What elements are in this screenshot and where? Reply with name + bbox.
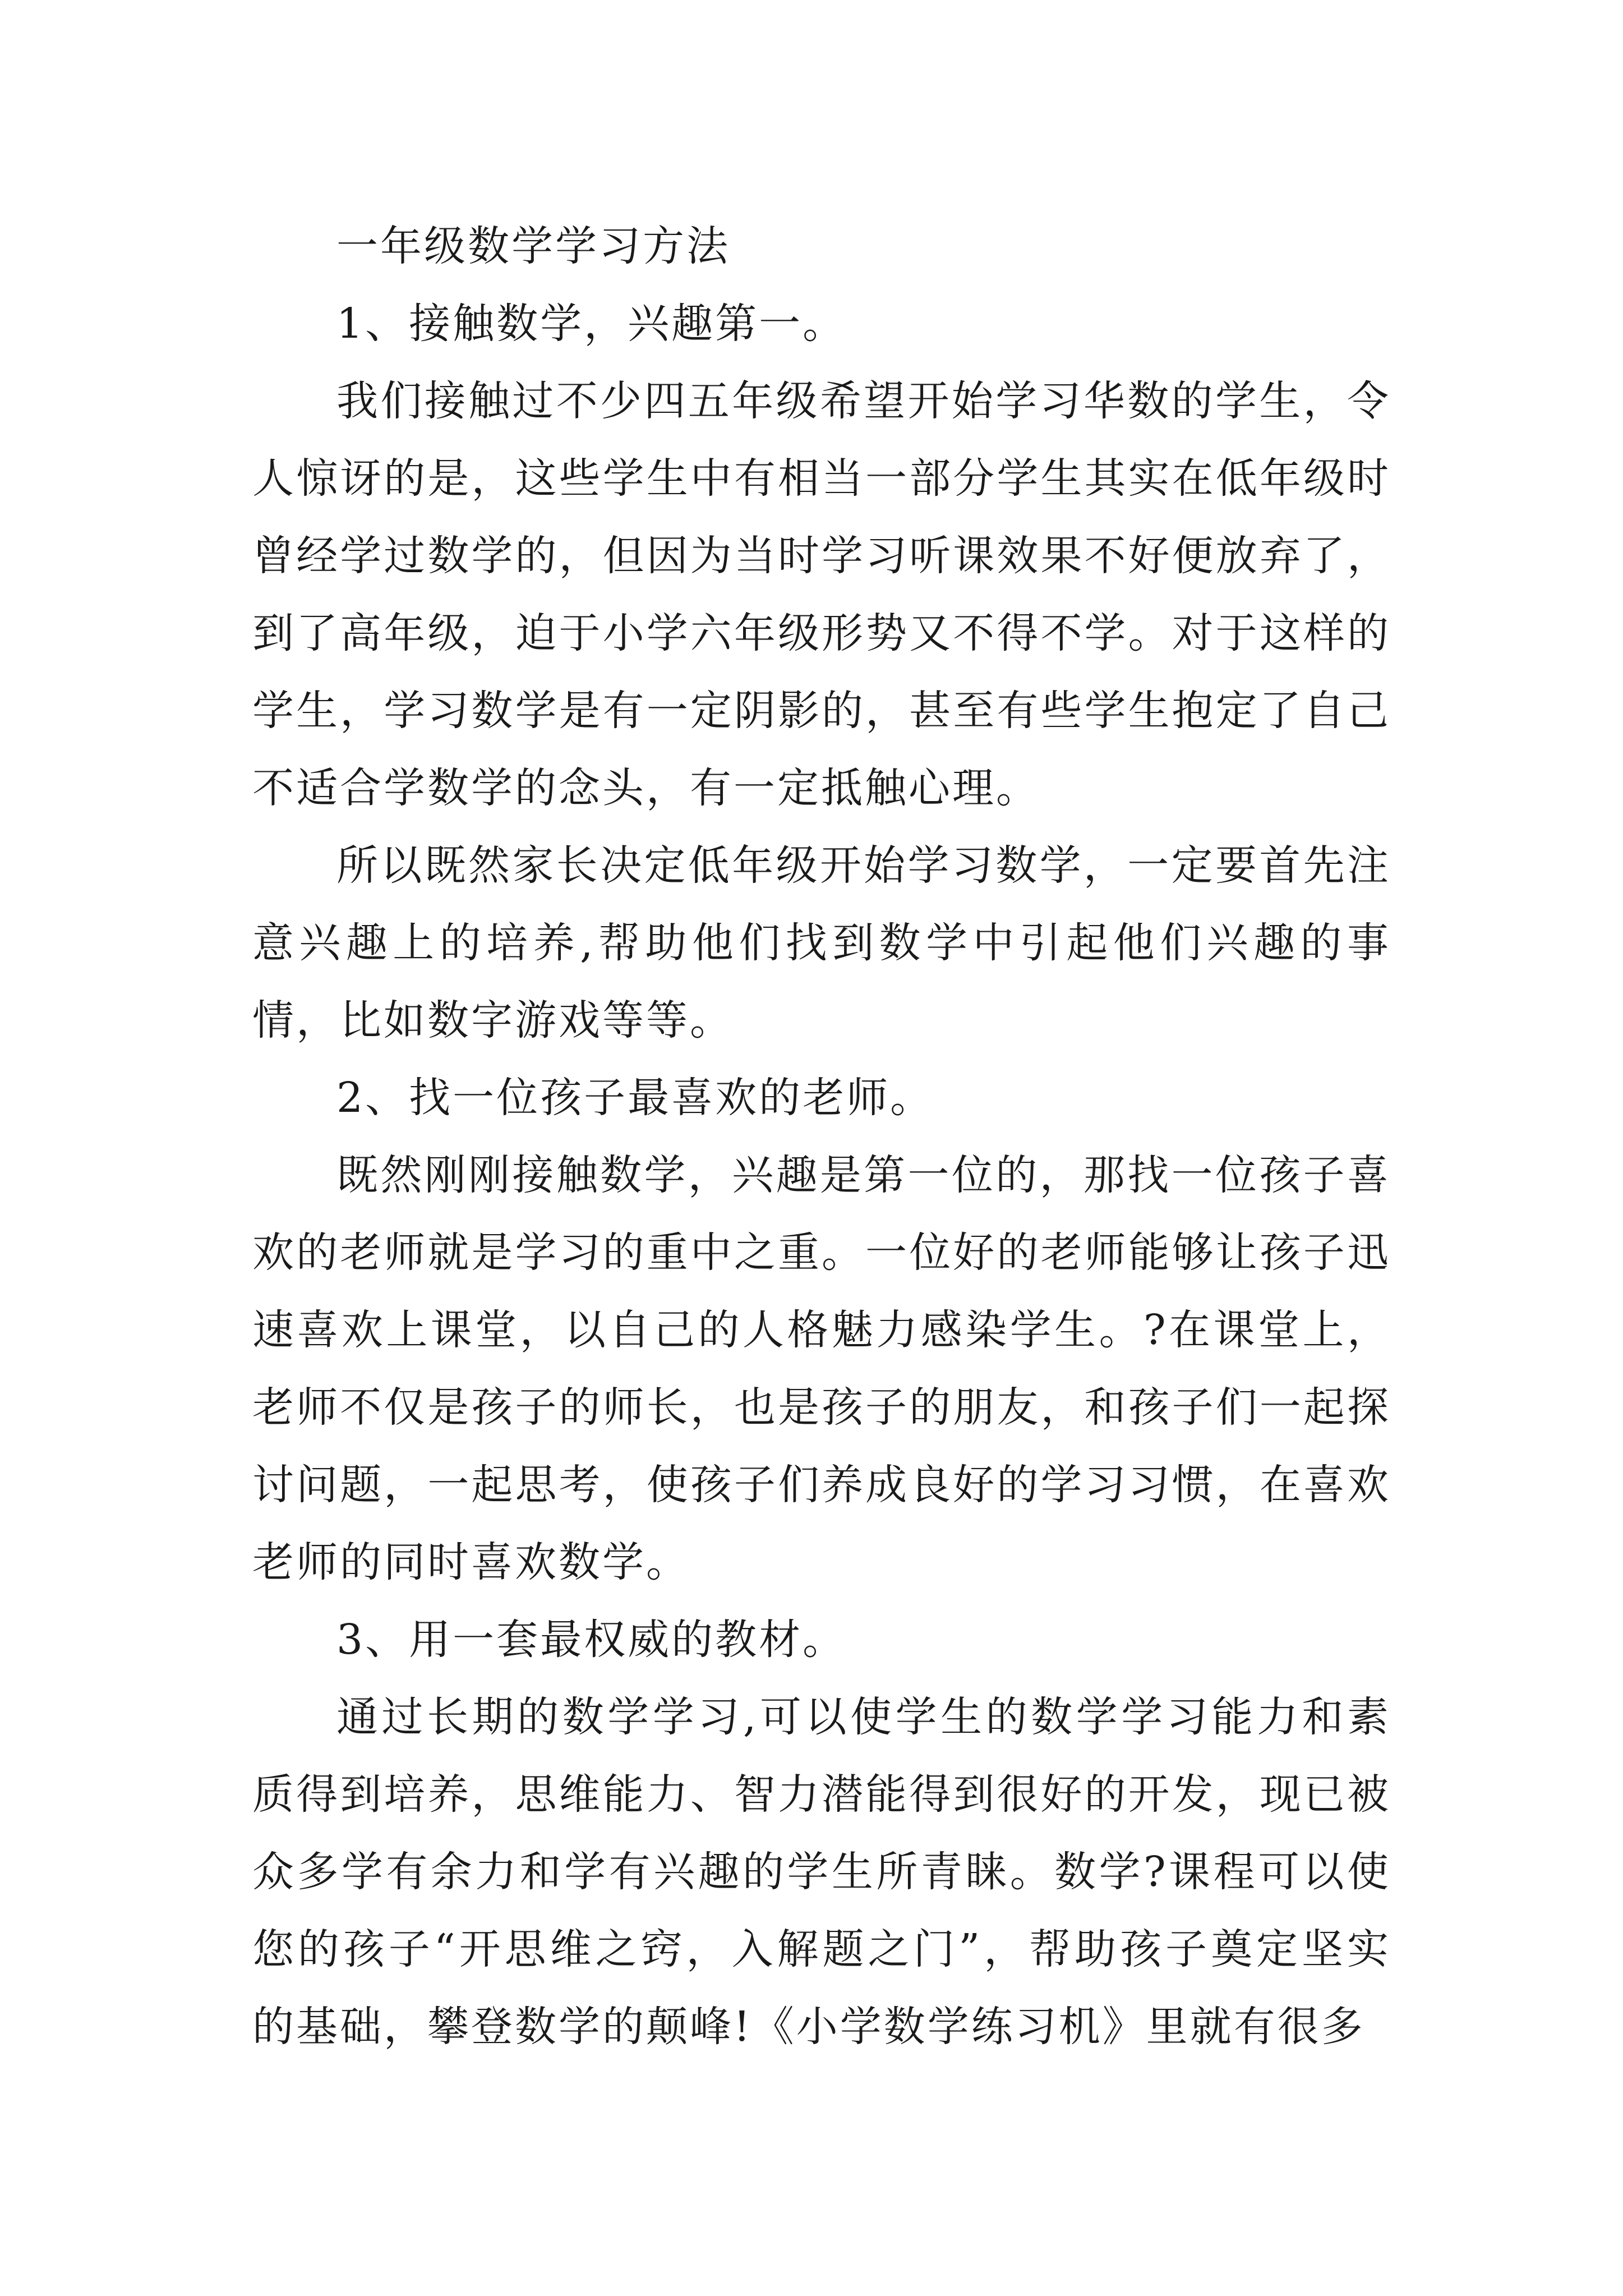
section-heading-3: 3、用一套最权威的教材。 — [336, 1616, 847, 1664]
paragraph: 所以既然家长决定低年级开始学习数学，一定要首先注意兴趣上的培养,帮助他们找到数学中引起他们兴趣的事情，比如数字游戏等等。 — [252, 841, 1391, 1045]
section-heading-1: 1、接触数学，兴趣第一。 — [336, 300, 847, 348]
document-body — [252, 208, 1391, 2065]
paragraph: 通过长期的数学学习,可以使学生的数学学习能力和素质得到培养，思维能力、智力潜能得到很好的开发，现已被众多学有余力和学有兴趣的学生所青睐。数学?课程可以使您的孩子“开思维之窍，入解题之门”，帮助孩子奠定坚实的基础，攀登数学的颠峰!《小学数学练习机》里就有很多 — [252, 1693, 1391, 2051]
paragraph: 我们接触过不少四五年级希望开始学习华数的学生，令人惊讶的是，这些学生中有相当一部分学生其实在低年级时曾经学过数学的，但因为当时学习听课效果不好便放弃了，到了高年级，迫于小学六年级形势又不得不学。对于这样的学生，学习数学是有一定阴影的，甚至有些学生抱定了自己不适合学数学的念头，有一定抵触心理。 — [252, 377, 1391, 812]
paragraph: 既然刚刚接触数学，兴趣是第一位的，那找一位孩子喜欢的老师就是学习的重中之重。一位好的老师能够让孩子迅速喜欢上课堂，以自己的人格魅力感染学生。?在课堂上，老师不仅是孩子的师长，也是孩子的朋友，和孩子们一起探讨问题，一起思考，使孩子们养成良好的学习习惯，在喜欢老师的同时喜欢数学。 — [252, 1151, 1391, 1586]
section-heading-2: 2、找一位孩子最喜欢的老师。 — [336, 1074, 934, 1122]
document-title: 一年级数学学习方法 — [336, 222, 730, 270]
